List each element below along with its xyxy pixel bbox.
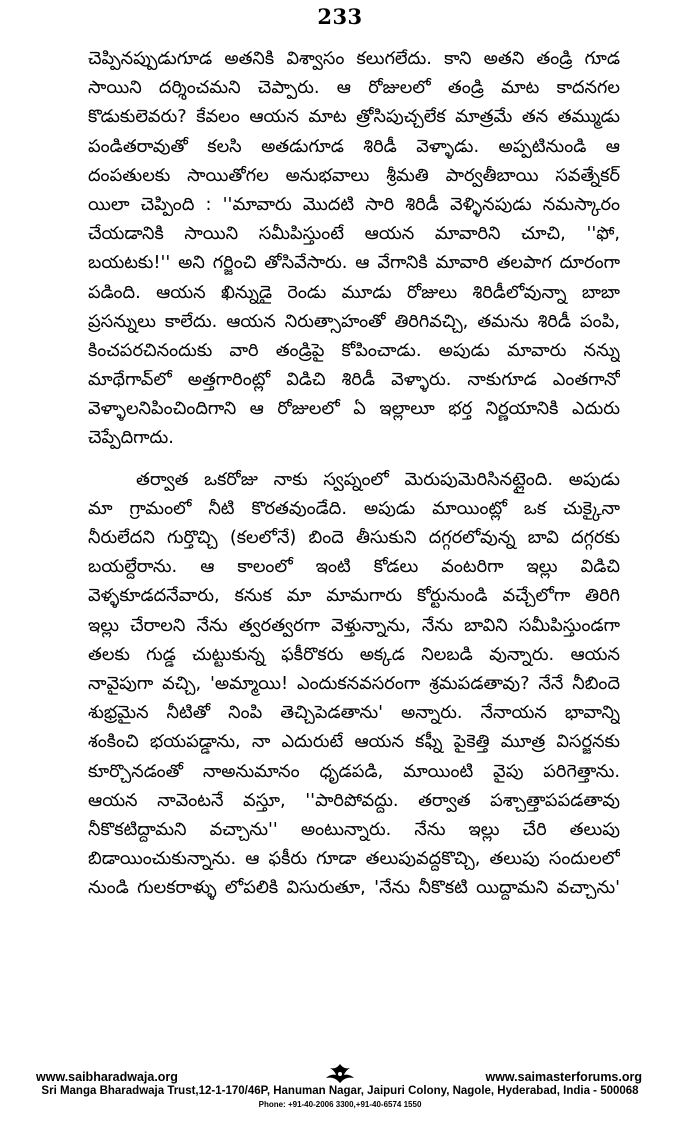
text-line: నుండి గులకరాళ్ళు లోపలికి విసురుతూ, 'నేను నీకొకటి యిద్దామని వచ్చాను' <box>88 877 620 899</box>
footer-website-right: www.saimasterforums.org <box>485 1070 642 1084</box>
text-line: చేయడానికి సాయిని సమీపిస్తుంటే ఆయన మావారిని చూచి, ''ఫో, <box>88 223 620 245</box>
text-line: తర్వాత ఒకరోజు నాకు స్వప్నంలో మెరుపుమెరిసినట్లైంది. అపుడు <box>136 468 620 490</box>
text-line: దంపతులకు సాయితోగల అనుభవాలు శ్రీమతి పార్వతీబాయి సవత్నేకర్ <box>88 164 620 186</box>
text-line: చెప్పేదిగాదు. <box>88 427 174 449</box>
text-line: ఆయన నావెంటనే వస్తూ, ''పారిపోవద్దు. తర్వాత పశ్చాత్తాపపడతావు <box>88 789 620 811</box>
text-line: నీరులేదని గుర్తొచ్చి (కలలోనే) బిందె తీసుకుని దగ్గరలోవున్న బావి దగ్గరకు <box>88 527 620 548</box>
page-footer <box>0 1070 680 1122</box>
text-line: కూర్చొనడంతో నాఅనుమానం ధృడపడి, మాయింటి వైపు పరిగెత్తాను. <box>88 760 620 782</box>
page-number: 233 <box>317 4 363 29</box>
text-line: చెప్పినప్పుడుగూడ అతనికి విశ్వాసం కలుగలేదు. కాని అతని తండ్రి గూడ <box>88 48 620 69</box>
text-line: సాయిని దర్శించమని చెప్పారు. ఆ రోజులలో తండ్రి మాట కాదనగల <box>88 77 620 99</box>
text-line: నావైపుగా వచ్చి, 'అమ్మాయి! ఎందుకనవసరంగా శ్రమపడతావు? నేనే నీబిందె <box>88 672 620 694</box>
text-line: మా గ్రామంలో నీటి కొరతవుండేది. అపుడు మాయింట్లో ఒక చుక్కైనా <box>88 497 620 519</box>
text-line: మాథేగావ్‌లో అత్తగారింట్లో విడిచి శిరిడీ వెళ్ళారు. నాకుగూడ ఎంతగానో <box>88 369 620 391</box>
text-line: పడింది. ఆయన ఖిన్నుడై రెండు మూడు రోజులు శిరిడీలోవున్నా బాబా <box>88 281 620 303</box>
paragraph-gap <box>88 453 620 465</box>
paragraph-1 <box>88 44 620 453</box>
footer-website-left: www.saibharadwaja.org <box>36 1070 178 1084</box>
text-line: బయటకు!'' అని గర్జించి తోసివేసారు. ఆ వేగానికి మావారి తలపాగ దూరంగా <box>88 252 620 274</box>
text-line: వెళ్ళాలనిపించిందిగాని ఆ రోజులలో ఏ ఇల్లాలూ భర్త నిర్ణయానికి ఎదురు <box>88 398 620 420</box>
ornament-emblem-icon <box>324 1062 356 1084</box>
text-line: శంకించి భయపడ్డాను, నా ఎదురుటే ఆయన కఫ్నీ పైకెత్తి మూత్ర విసర్జనకు <box>88 731 620 753</box>
paragraph-2 <box>88 465 620 903</box>
text-line: కించపరచినందుకు వారి తండ్రిపై కోపించాడు. అపుడు మావారు నన్ను <box>88 339 620 361</box>
text-line: శుభ్రమైన నీటితో నింపి తెచ్చిపెడతాను' అన్నారు. నేనాయన భావాన్ని <box>88 702 620 724</box>
text-line: ప్రసన్నులు కాలేదు. ఆయన నిరుత్సాహంతో తిరిగివచ్చి, తమను శిరిడీ పంపి, <box>88 310 620 332</box>
footer-phone: Phone: +91-40-2006 3300,+91-40-6574 1550 <box>258 1100 422 1109</box>
text-line: కొడుకులెవరు? కేవలం ఆయన మాట త్రోసిపుచ్చలేక మాత్రమే తన తమ్ముడు <box>88 106 620 128</box>
footer-address: Sri Manga Bharadwaja Trust,12-1-170/46P, Hanuman Nagar, Jaipuri Colony, Nagole, Hyderabad, India - 500068 <box>41 1085 639 1097</box>
text-line: నీకొకటిద్దామని వచ్చాను'' అంటున్నారు. నేను ఇల్లు చేరి తలుపు <box>88 818 620 840</box>
text-line: పండితరావుతో కలసి అతడుగూడ శిరిడీ వెళ్ళాడు. అప్పటినుండి ఆ <box>88 135 620 157</box>
text-line: వెళ్ళకూడదనేవారు, కనుక మా మామగారు కోర్టునుండి వచ్చేలోగా తిరిగి <box>88 585 620 607</box>
text-line: బయల్దేరాను. ఆ కాలంలో ఇంటి కోడలు వంటరిగా ఇల్లు విడిచి <box>88 556 620 578</box>
body-text <box>88 44 620 902</box>
text-line: తలకు గుడ్డ చుట్టుకున్న ఫకీరొకరు అక్కడ నిలబడి వున్నారు. ఆయన <box>88 643 620 665</box>
text-line: ఇల్లు చేరాలని నేను త్వరత్వరగా వెళ్తున్నాను, నేను బావిని సమీపిస్తుండగా <box>88 614 620 636</box>
text-line: యిలా చెప్పింది : ''మావారు మొదటి సారి శిరిడీ వెళ్ళినపుడు నమస్కారం <box>88 193 620 215</box>
text-line: బిడాయించుకున్నాను. ఆ ఫకీరు గూడా తలుపువద్దకొచ్చి, తలుపు సందులలో <box>88 848 620 870</box>
